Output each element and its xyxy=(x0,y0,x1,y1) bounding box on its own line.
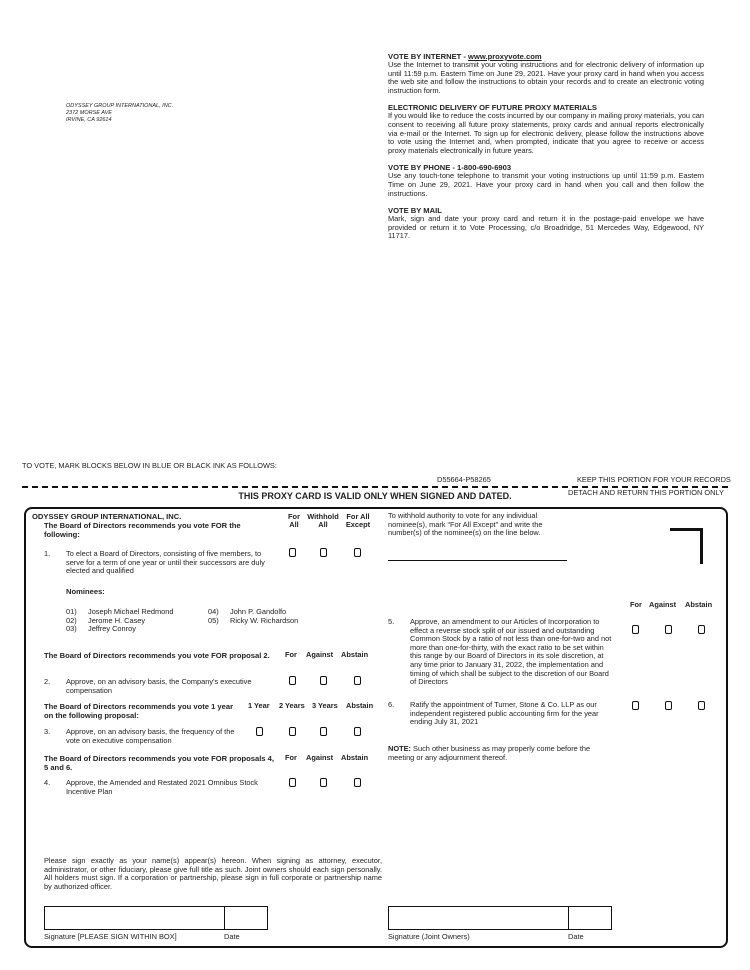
item6-abstain-checkbox[interactable] xyxy=(698,701,705,710)
item4-abstain-checkbox[interactable] xyxy=(354,778,361,787)
prop2-col-abstain: Abstain xyxy=(341,650,369,659)
note-body: Such other business as may properly come before the meeting or any adjournment thereof. xyxy=(388,744,591,762)
item2-for-checkbox[interactable] xyxy=(289,676,296,685)
sign-instructions: Please sign exactly as your name(s) appear(s) hereon. When signing as attorney, executor, administrator, or other fiduciary, please give full title as such. Joint owners should each sign personally. All holders must sign. If a corporation or partnership, please sign in full corporate or partnership name by authorized officer. xyxy=(44,856,382,891)
item1-for-all-checkbox[interactable] xyxy=(289,548,296,557)
detach-portion-label: DETACH AND RETURN THIS PORTION ONLY xyxy=(568,488,724,497)
item5-number: 5. xyxy=(388,617,395,626)
control-code: D55664-P58265 xyxy=(437,475,491,484)
vote-phone-body: Use any touch-tone telephone to transmit your voting instructions up until 11:59 p.m. Eastern Time on June 29, 2021. Have your proxy card in hand when you call and then follow the instructions. xyxy=(388,171,704,198)
vote-phone-title: VOTE BY PHONE - 1-800-690-6903 xyxy=(388,163,512,173)
item5-text: Approve, an amendment to our Articles of Incorporation to effect a reverse stock split of our issued and outstanding Common Stock by a ratio of not less than one-for-two and not more than one-for-thirty, with the exact ratio to be set within this range by our Board of Directors in its sole discretion, at any time prior to January 31, 2022, the implementation and timing of which shall be subject to the discretion of our Board of Directors xyxy=(410,617,612,687)
vote-mail-body: Mark, sign and date your proxy card and return it in the postage-paid envelope we have provided or return it to Vote Processing, c/o Broadridge, 51 Mercedes Way, Edgewood, NY 11717. xyxy=(388,214,704,241)
item1-number: 1. xyxy=(44,549,51,558)
vote-internet-body: Use the Internet to transmit your voting instructions and for electronic delivery of information up until 11:59 p.m. Eastern Time on June 29, 2021. Have your proxy card in hand when you access the web site and follow the instructions to obtain your records and to create an electronic voting instruction form. xyxy=(388,60,704,95)
prop3-col-3years: 3 Years xyxy=(312,701,338,710)
voting-instructions xyxy=(388,52,704,241)
signature-joint-label: Signature (Joint Owners) xyxy=(388,932,470,941)
item3-3years-checkbox[interactable] xyxy=(320,727,327,736)
item4-for-checkbox[interactable] xyxy=(289,778,296,787)
right-col-against: Against xyxy=(649,600,677,609)
item3-2years-checkbox[interactable] xyxy=(289,727,296,736)
withhold-nominee-line[interactable] xyxy=(388,560,567,561)
nominee-item: 01) Joseph Michael Redmond xyxy=(66,607,174,616)
item3-text: Approve, on an advisory basis, the frequency of the vote on executive compensation xyxy=(66,727,235,745)
withhold-instructions: To withhold authority to vote for any individual nominee(s), mark “For All Except” and write the number(s) of the nominee(s) on the line below. xyxy=(388,511,543,538)
valid-notice: THIS PROXY CARD IS VALID ONLY WHEN SIGNED AND DATED. xyxy=(238,491,512,501)
electronic-delivery-title: ELECTRONIC DELIVERY OF FUTURE PROXY MATERIALS xyxy=(388,103,597,113)
prop2-recommendation: The Board of Directors recommends you vote FOR proposal 2. xyxy=(44,651,270,660)
nominee-item: 02) Jerome H. Casey xyxy=(66,615,146,625)
signature-box[interactable] xyxy=(44,906,268,930)
item2-text: Approve, on an advisory basis, the Company's executive compensation xyxy=(66,677,252,695)
item2-against-checkbox[interactable] xyxy=(320,676,327,685)
signature-label: Signature [PLEASE SIGN WITHIN BOX] xyxy=(44,932,177,941)
item5-for-checkbox[interactable] xyxy=(632,625,639,634)
item4-against-checkbox[interactable] xyxy=(320,778,327,787)
return-address xyxy=(66,103,173,124)
item1-for-all-except-checkbox[interactable] xyxy=(354,548,361,557)
prop3-col-abstain: Abstain xyxy=(346,701,374,710)
nominees-label: Nominees: xyxy=(66,587,105,596)
item6-for-checkbox[interactable] xyxy=(632,701,639,710)
signature-joint-box[interactable] xyxy=(388,906,612,930)
prop2-col-for: For xyxy=(285,650,297,659)
item3-1year-checkbox[interactable] xyxy=(256,727,263,736)
item4-number: 4. xyxy=(44,778,51,787)
col-for-all: For All xyxy=(288,512,300,530)
prop3-col-2years: 2 Years xyxy=(279,701,305,710)
date-label: Date xyxy=(224,932,240,941)
return-address-line3: IRVINE, CA 92614 xyxy=(66,117,112,123)
proxyvote-link[interactable]: www.proxyvote.com xyxy=(468,52,542,61)
prop45-recommendation: The Board of Directors recommends you vote FOR proposals 4, 5 and 6. xyxy=(44,754,274,772)
electronic-delivery-body: If you would like to reduce the costs incurred by our company in mailing proxy materials, you can consent to receiving all future proxy statements, proxy cards and annual reports electronically via e-mail or the Internet. To sign up for electronic delivery, please follow the instructions above to vote using the Internet and, when prompted, indicate that you agree to receive or access proxy materials electronically in future years. xyxy=(388,111,704,155)
right-col-abstain: Abstain xyxy=(685,600,713,609)
item4-text: Approve, the Amended and Restated 2021 Omnibus Stock Incentive Plan xyxy=(66,778,258,796)
col-withhold-all: Withhold All xyxy=(307,512,339,530)
item6-against-checkbox[interactable] xyxy=(665,701,672,710)
signature-joint-date-divider xyxy=(568,907,569,929)
vote-mail-title: VOTE BY MAIL xyxy=(388,206,442,216)
item5-abstain-checkbox[interactable] xyxy=(698,625,705,634)
prop2-col-against: Against xyxy=(306,650,334,659)
item6-text: Ratify the appointment of Turner, Stone & Co. LLP as our independent registered public accounting firm for the year ending July 31, 2021 xyxy=(410,700,599,727)
nominee-item: 04) John P. Gandolfo xyxy=(208,607,287,616)
date-label-joint: Date xyxy=(568,932,584,941)
note-text xyxy=(388,745,616,762)
item1-withhold-all-checkbox[interactable] xyxy=(320,548,327,557)
prop4-col-for: For xyxy=(285,753,297,762)
item6-number: 6. xyxy=(388,700,395,709)
prop3-col-1year: 1 Year xyxy=(248,701,270,710)
registration-corner-mark xyxy=(670,528,703,564)
item2-abstain-checkbox[interactable] xyxy=(354,676,361,685)
note-label: NOTE: xyxy=(388,744,411,753)
nominee-list-right xyxy=(208,608,298,625)
board-rec-for: The Board of Directors recommends you vote FOR the following: xyxy=(44,521,241,539)
item1-text: To elect a Board of Directors, consisting of five members, to serve for a term of one year or until their successors are duly elected and qualified xyxy=(66,549,265,576)
nominee-item: 05) Ricky W. Richardson xyxy=(208,615,299,625)
item5-against-checkbox[interactable] xyxy=(665,625,672,634)
prop4-col-abstain: Abstain xyxy=(341,753,369,762)
item3-number: 3. xyxy=(44,727,51,736)
nominee-item: 03) Jeffrey Conroy xyxy=(66,624,136,634)
prop3-recommendation: The Board of Directors recommends you vote 1 year on the following proposal: xyxy=(44,702,234,720)
col-for-all-except: For All Except xyxy=(345,512,371,530)
keep-portion-label: KEEP THIS PORTION FOR YOUR RECORDS xyxy=(577,475,731,484)
vote-internet-title: VOTE BY INTERNET - www.proxyvote.com xyxy=(388,52,542,61)
card-company-name: ODYSSEY GROUP INTERNATIONAL, INC. xyxy=(32,512,182,521)
nominee-list-left xyxy=(66,608,173,634)
mark-instructions: TO VOTE, MARK BLOCKS BELOW IN BLUE OR BLACK INK AS FOLLOWS: xyxy=(22,461,277,470)
return-address-line1: ODYSSEY GROUP INTERNATIONAL, INC. xyxy=(66,103,174,109)
return-address-line2: 2372 MORSE AVE xyxy=(66,110,112,116)
item2-number: 2. xyxy=(44,677,51,686)
right-col-for: For xyxy=(630,600,642,609)
item3-abstain-checkbox[interactable] xyxy=(354,727,361,736)
signature-date-divider xyxy=(224,907,225,929)
prop4-col-against: Against xyxy=(306,753,334,762)
